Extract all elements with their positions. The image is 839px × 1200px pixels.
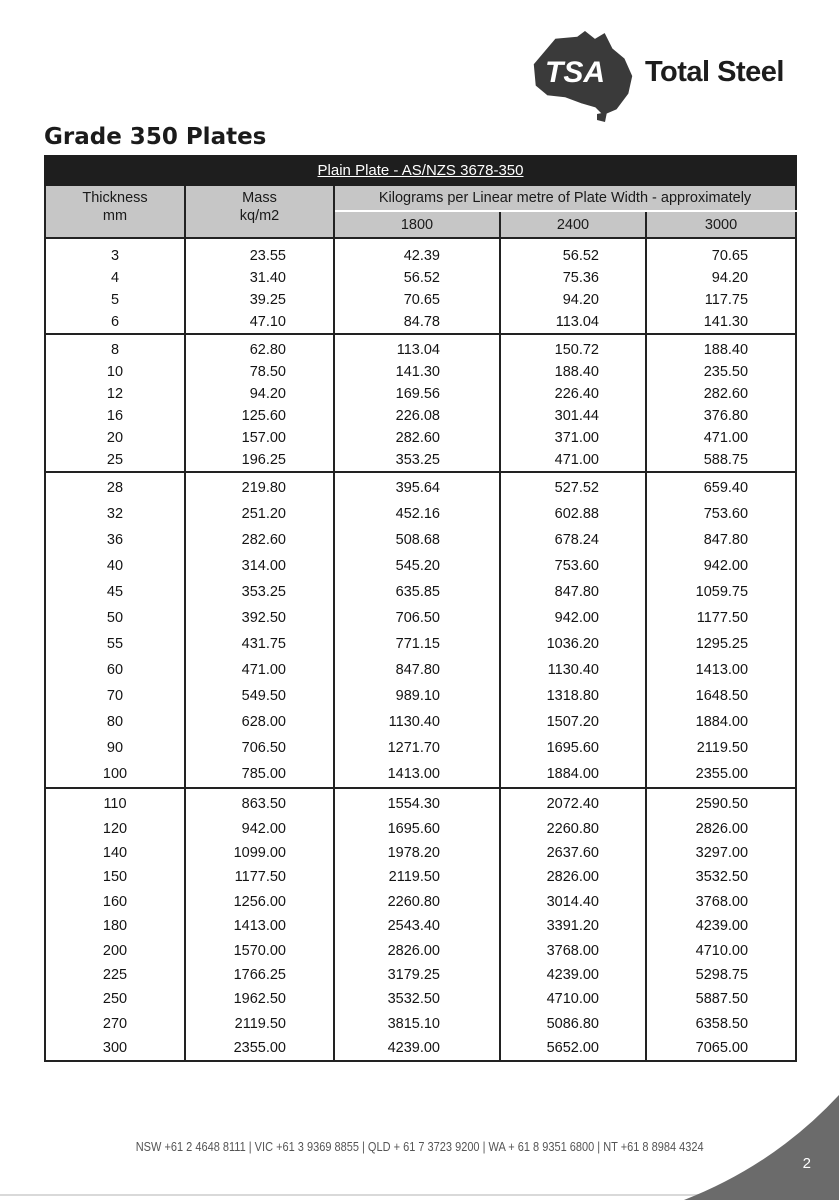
kg-1800-cell: 169.56: [334, 383, 500, 405]
table-row: [45, 527, 796, 553]
table-row: [45, 361, 796, 383]
kg-1800-cell: 2260.80: [334, 890, 500, 914]
mass-cell: 1570.00: [185, 938, 334, 962]
kg-3000-cell: 1295.25: [646, 631, 796, 657]
kg-3000-cell: 188.40: [646, 334, 796, 361]
mass-cell: 125.60: [185, 405, 334, 427]
kg-2400-cell: 5086.80: [500, 1012, 646, 1036]
mass-cell: 219.80: [185, 472, 334, 501]
kg-2400-cell: 150.72: [500, 334, 646, 361]
kg-3000-cell: 5298.75: [646, 963, 796, 987]
mass-cell: 157.00: [185, 427, 334, 449]
kg-3000-cell: 847.80: [646, 527, 796, 553]
logo-text: TSA: [545, 56, 605, 89]
kg-2400-cell: 1695.60: [500, 735, 646, 761]
mass-cell: 549.50: [185, 683, 334, 709]
kg-3000-cell: 471.00: [646, 427, 796, 449]
thickness-header-label: Thickness: [82, 190, 148, 206]
kg-1800-cell: 70.65: [334, 289, 500, 311]
kg-1800-cell: 141.30: [334, 361, 500, 383]
table-row: [45, 735, 796, 761]
kg-2400-cell: 2260.80: [500, 816, 646, 840]
thickness-cell: 250: [45, 987, 185, 1011]
mass-cell: 1256.00: [185, 890, 334, 914]
kg-3000-cell: 94.20: [646, 267, 796, 289]
table-row: [45, 963, 796, 987]
kg-1800-cell: 1554.30: [334, 788, 500, 816]
mass-cell: 31.40: [185, 267, 334, 289]
kg-3000-cell: 70.65: [646, 238, 796, 267]
kg-1800-cell: 1413.00: [334, 761, 500, 788]
kg-3000-cell: 753.60: [646, 501, 796, 527]
page-number: 2: [802, 1155, 811, 1172]
mass-cell: 196.25: [185, 449, 334, 472]
table-row: [45, 761, 796, 788]
thickness-cell: 60: [45, 657, 185, 683]
mass-cell: 23.55: [185, 238, 334, 267]
thickness-cell: 270: [45, 1012, 185, 1036]
kg-2400-cell: 2072.40: [500, 788, 646, 816]
width-3000-header: 3000: [646, 211, 796, 238]
table-row: [45, 267, 796, 289]
kg-2400-cell: 94.20: [500, 289, 646, 311]
mass-cell: 1177.50: [185, 865, 334, 889]
kg-3000-cell: 117.75: [646, 289, 796, 311]
kg-1800-cell: 4239.00: [334, 1036, 500, 1061]
thickness-cell: 10: [45, 361, 185, 383]
kg-2400-cell: 56.52: [500, 238, 646, 267]
mass-cell: 282.60: [185, 527, 334, 553]
kg-2400-cell: 75.36: [500, 267, 646, 289]
thickness-header-unit: mm: [102, 208, 128, 224]
table-row: [45, 501, 796, 527]
kg-3000-cell: 1648.50: [646, 683, 796, 709]
mass-cell: 471.00: [185, 657, 334, 683]
kg-1800-cell: 1271.70: [334, 735, 500, 761]
kg-3000-cell: 659.40: [646, 472, 796, 501]
table-row: [45, 579, 796, 605]
width-2400-header: 2400: [500, 211, 646, 238]
company-logo: [525, 28, 805, 123]
table-row: [45, 405, 796, 427]
kg-3000-cell: 376.80: [646, 405, 796, 427]
thickness-cell: 45: [45, 579, 185, 605]
table-row: [45, 1036, 796, 1061]
thickness-cell: 50: [45, 605, 185, 631]
mass-cell: 863.50: [185, 788, 334, 816]
kg-3000-cell: 141.30: [646, 311, 796, 334]
kg-3000-cell: 942.00: [646, 553, 796, 579]
kg-1800-cell: 545.20: [334, 553, 500, 579]
kg-2400-cell: 602.88: [500, 501, 646, 527]
kg-3000-cell: 3297.00: [646, 841, 796, 865]
kg-1800-cell: 706.50: [334, 605, 500, 631]
table-row: [45, 553, 796, 579]
mass-cell: 251.20: [185, 501, 334, 527]
mass-cell: 1413.00: [185, 914, 334, 938]
thickness-cell: 12: [45, 383, 185, 405]
kg-1800-cell: 635.85: [334, 579, 500, 605]
mass-cell: 314.00: [185, 553, 334, 579]
thickness-header: [45, 185, 185, 238]
mass-cell: 1099.00: [185, 841, 334, 865]
kg-2400-cell: 5652.00: [500, 1036, 646, 1061]
kg-1800-cell: 3532.50: [334, 987, 500, 1011]
thickness-cell: 32: [45, 501, 185, 527]
kg-2400-cell: 1507.20: [500, 709, 646, 735]
kg-3000-cell: 282.60: [646, 383, 796, 405]
mass-cell: 78.50: [185, 361, 334, 383]
kg-1800-cell: 2119.50: [334, 865, 500, 889]
kg-1800-cell: 353.25: [334, 449, 500, 472]
kg-3000-cell: 2119.50: [646, 735, 796, 761]
kg-3000-cell: 2355.00: [646, 761, 796, 788]
australia-map-icon: [525, 28, 645, 123]
kg-2400-cell: 113.04: [500, 311, 646, 334]
footer-contacts: NSW +61 2 4648 8111 | VIC +61 3 9369 8855 | QLD + 61 7 3723 9200 | WA + 61 8 9351 6800 | NT +61 8 8984 4324: [135, 1140, 704, 1154]
kg-2400-cell: 2826.00: [500, 865, 646, 889]
kg-3000-cell: 235.50: [646, 361, 796, 383]
table-row: [45, 841, 796, 865]
table-body: [45, 238, 796, 1061]
thickness-cell: 25: [45, 449, 185, 472]
kg-3000-cell: 1884.00: [646, 709, 796, 735]
thickness-cell: 300: [45, 1036, 185, 1061]
thickness-cell: 140: [45, 841, 185, 865]
mass-cell: 628.00: [185, 709, 334, 735]
kg-2400-cell: 226.40: [500, 383, 646, 405]
table-row: [45, 914, 796, 938]
table-row: [45, 1012, 796, 1036]
mass-cell: 62.80: [185, 334, 334, 361]
table-row: [45, 709, 796, 735]
kg-per-metre-header: Kilograms per Linear metre of Plate Width - approximately: [334, 185, 796, 211]
mass-cell: 47.10: [185, 311, 334, 334]
kg-3000-cell: 5887.50: [646, 987, 796, 1011]
table-row: [45, 788, 796, 816]
table-row: [45, 311, 796, 334]
kg-1800-cell: 1695.60: [334, 816, 500, 840]
kg-2400-cell: 3391.20: [500, 914, 646, 938]
kg-3000-cell: 2826.00: [646, 816, 796, 840]
table-row: [45, 657, 796, 683]
mass-cell: 785.00: [185, 761, 334, 788]
kg-3000-cell: 7065.00: [646, 1036, 796, 1061]
kg-1800-cell: 395.64: [334, 472, 500, 501]
kg-3000-cell: 1413.00: [646, 657, 796, 683]
thickness-cell: 160: [45, 890, 185, 914]
kg-1800-cell: 226.08: [334, 405, 500, 427]
kg-2400-cell: 301.44: [500, 405, 646, 427]
table-row: [45, 865, 796, 889]
mass-cell: 1766.25: [185, 963, 334, 987]
brand-name: Total Steel: [645, 56, 784, 88]
table-row: [45, 449, 796, 472]
kg-1800-cell: 56.52: [334, 267, 500, 289]
mass-header-label: Mass: [242, 190, 277, 206]
mass-cell: 39.25: [185, 289, 334, 311]
kg-1800-cell: 113.04: [334, 334, 500, 361]
kg-3000-cell: 588.75: [646, 449, 796, 472]
table-banner: Plain Plate - AS/NZS 3678-350: [45, 156, 796, 185]
thickness-cell: 90: [45, 735, 185, 761]
kg-2400-cell: 2637.60: [500, 841, 646, 865]
mass-cell: 706.50: [185, 735, 334, 761]
width-1800-header: 1800: [334, 211, 500, 238]
mass-cell: 94.20: [185, 383, 334, 405]
table-row: [45, 472, 796, 501]
kg-2400-cell: 1036.20: [500, 631, 646, 657]
kg-2400-cell: 1318.80: [500, 683, 646, 709]
kg-2400-cell: 678.24: [500, 527, 646, 553]
kg-1800-cell: 3815.10: [334, 1012, 500, 1036]
thickness-cell: 5: [45, 289, 185, 311]
kg-3000-cell: 6358.50: [646, 1012, 796, 1036]
thickness-cell: 20: [45, 427, 185, 449]
mass-cell: 353.25: [185, 579, 334, 605]
table-row: [45, 938, 796, 962]
kg-2400-cell: 753.60: [500, 553, 646, 579]
thickness-cell: 120: [45, 816, 185, 840]
thickness-cell: 3: [45, 238, 185, 267]
thickness-cell: 36: [45, 527, 185, 553]
table-row: [45, 816, 796, 840]
table-row: [45, 383, 796, 405]
thickness-cell: 110: [45, 788, 185, 816]
kg-2400-cell: 3014.40: [500, 890, 646, 914]
mass-header-unit: kq/m2: [239, 208, 280, 224]
thickness-cell: 8: [45, 334, 185, 361]
mass-cell: 431.75: [185, 631, 334, 657]
kg-1800-cell: 1978.20: [334, 841, 500, 865]
thickness-cell: 70: [45, 683, 185, 709]
kg-3000-cell: 1177.50: [646, 605, 796, 631]
kg-2400-cell: 371.00: [500, 427, 646, 449]
kg-1800-cell: 508.68: [334, 527, 500, 553]
mass-cell: 2119.50: [185, 1012, 334, 1036]
thickness-cell: 40: [45, 553, 185, 579]
kg-1800-cell: 989.10: [334, 683, 500, 709]
thickness-cell: 16: [45, 405, 185, 427]
table-row: [45, 289, 796, 311]
table-row: [45, 427, 796, 449]
kg-3000-cell: 3768.00: [646, 890, 796, 914]
mass-cell: 2355.00: [185, 1036, 334, 1061]
kg-1800-cell: 84.78: [334, 311, 500, 334]
page-corner-decoration: [684, 1095, 839, 1200]
kg-3000-cell: 3532.50: [646, 865, 796, 889]
table-row: [45, 605, 796, 631]
kg-1800-cell: 3179.25: [334, 963, 500, 987]
kg-1800-cell: 1130.40: [334, 709, 500, 735]
kg-3000-cell: 4710.00: [646, 938, 796, 962]
table-row: [45, 631, 796, 657]
table-row: [45, 890, 796, 914]
thickness-cell: 6: [45, 311, 185, 334]
thickness-cell: 150: [45, 865, 185, 889]
kg-1800-cell: 42.39: [334, 238, 500, 267]
thickness-cell: 55: [45, 631, 185, 657]
thickness-cell: 4: [45, 267, 185, 289]
kg-2400-cell: 471.00: [500, 449, 646, 472]
kg-1800-cell: 847.80: [334, 657, 500, 683]
kg-2400-cell: 4710.00: [500, 987, 646, 1011]
mass-cell: 1962.50: [185, 987, 334, 1011]
mass-cell: 942.00: [185, 816, 334, 840]
page-title: Grade 350 Plates: [44, 124, 267, 150]
thickness-cell: 180: [45, 914, 185, 938]
thickness-cell: 80: [45, 709, 185, 735]
kg-2400-cell: 527.52: [500, 472, 646, 501]
kg-3000-cell: 4239.00: [646, 914, 796, 938]
table-row: [45, 683, 796, 709]
kg-1800-cell: 282.60: [334, 427, 500, 449]
table-row: [45, 987, 796, 1011]
kg-2400-cell: 847.80: [500, 579, 646, 605]
kg-2400-cell: 942.00: [500, 605, 646, 631]
mass-cell: 392.50: [185, 605, 334, 631]
table-row: [45, 238, 796, 267]
kg-1800-cell: 452.16: [334, 501, 500, 527]
kg-2400-cell: 4239.00: [500, 963, 646, 987]
table-row: [45, 334, 796, 361]
thickness-cell: 225: [45, 963, 185, 987]
kg-2400-cell: 3768.00: [500, 938, 646, 962]
plate-table-container: [44, 155, 795, 1062]
thickness-cell: 100: [45, 761, 185, 788]
kg-2400-cell: 188.40: [500, 361, 646, 383]
kg-2400-cell: 1130.40: [500, 657, 646, 683]
kg-3000-cell: 1059.75: [646, 579, 796, 605]
kg-2400-cell: 1884.00: [500, 761, 646, 788]
kg-1800-cell: 2543.40: [334, 914, 500, 938]
kg-1800-cell: 2826.00: [334, 938, 500, 962]
kg-3000-cell: 2590.50: [646, 788, 796, 816]
thickness-cell: 28: [45, 472, 185, 501]
mass-header: [185, 185, 334, 238]
plate-weight-table: [44, 155, 797, 1062]
thickness-cell: 200: [45, 938, 185, 962]
kg-1800-cell: 771.15: [334, 631, 500, 657]
